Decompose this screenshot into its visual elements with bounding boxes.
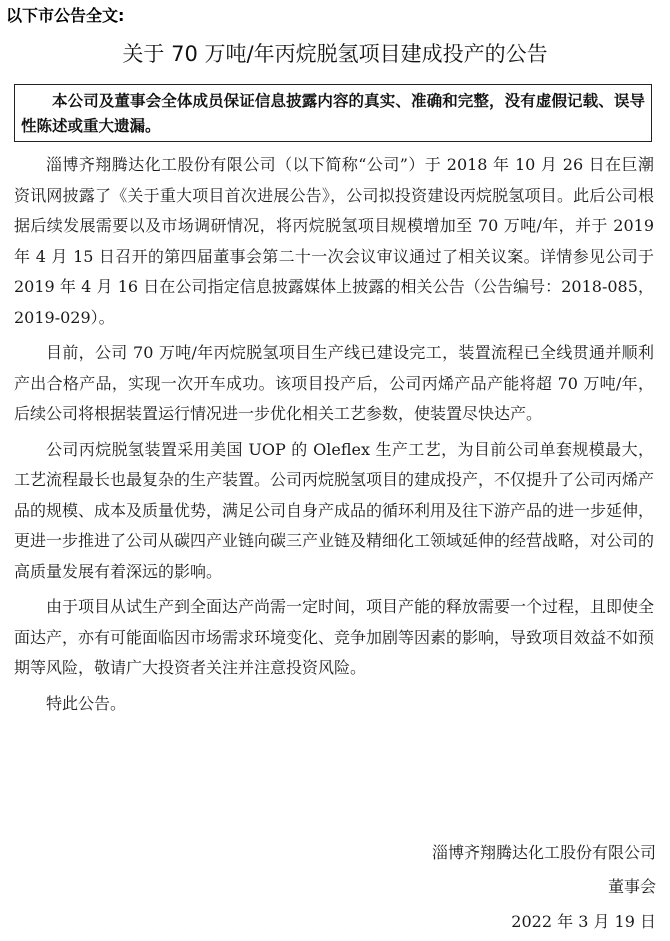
- signature-date: 2022 年 3 月 19 日: [511, 912, 656, 931]
- paragraph-closing: 特此公告。: [46, 693, 127, 713]
- paragraph-risk: 由于项目从试生产到全面达产尚需一定时间，项目产能的释放需要一个过程，且即使全面达产，亦有可能面临因市场需求环境变化、竞争加剧等因素的影响，导致项目效益不如预期等风险，敬请广大投资者关注并注意投资风险。: [14, 597, 655, 677]
- signature-board: 董事会: [607, 877, 656, 896]
- section-heading-label: 以下市公告全文:: [6, 6, 125, 25]
- paragraph-status: 目前，公司 70 万吨/年丙烷脱氢项目生产线已建设完工，装置流程已全线贯通并顺利产出合格产品，实现一次开车成功。该项目投产后，公司丙烯产品产能将超 70 万吨/年，后续公司将根据装置运行情况进一步优化相关工艺参数，使装置尽快达产。: [14, 343, 654, 423]
- announcement-title: 关于 70 万吨/年丙烷脱氢项目建成投产的公告: [122, 42, 548, 66]
- signature-company: 淄博齐翔腾达化工股份有限公司: [431, 843, 656, 862]
- announcement-body: [14, 150, 654, 724]
- paragraph-technology: 公司丙烷脱氢装置采用美国 UOP 的 Oleflex 生产工艺，为目前公司单套规模最大，工艺流程最长也最复杂的生产装置。公司丙烷脱氢项目的建成投产，不仅提升了公司丙烯产品的规模、成本及质量优势，满足公司自身产成品的循环利用及往下游产品的进一步延伸，更进一步推进了公司从碳四产业链向碳三产业链及精细化工领域延伸的经营战略，对公司的高质量发展有着深远的影响。: [14, 439, 655, 581]
- paragraph-background: 淄博齐翔腾达化工股份有限公司（以下简称“公司”）于 2018 年 10 月 26 日在巨潮资讯网披露了《关于重大项目首次进展公告》，公司拟投资建设丙烷脱氢项目。此后公司根据后续发展需要以及市场调研情况，将丙烷脱氢项目规模增加至 70 万吨/年，并于 2019 年 4 月 15 日召开的第四届董事会第二十一次会议审议通过了相关议案。详情参见公司于 2019 年 4 月 16 日在公司指定信息披露媒体上披露的相关公告（公告编号：2018-085，2019-029）。: [14, 155, 654, 327]
- disclaimer-box: 本公司及董事会全体成员保证信息披露内容的真实、准确和完整，没有虚假记载、误导性陈述或重大遗漏。: [14, 84, 652, 142]
